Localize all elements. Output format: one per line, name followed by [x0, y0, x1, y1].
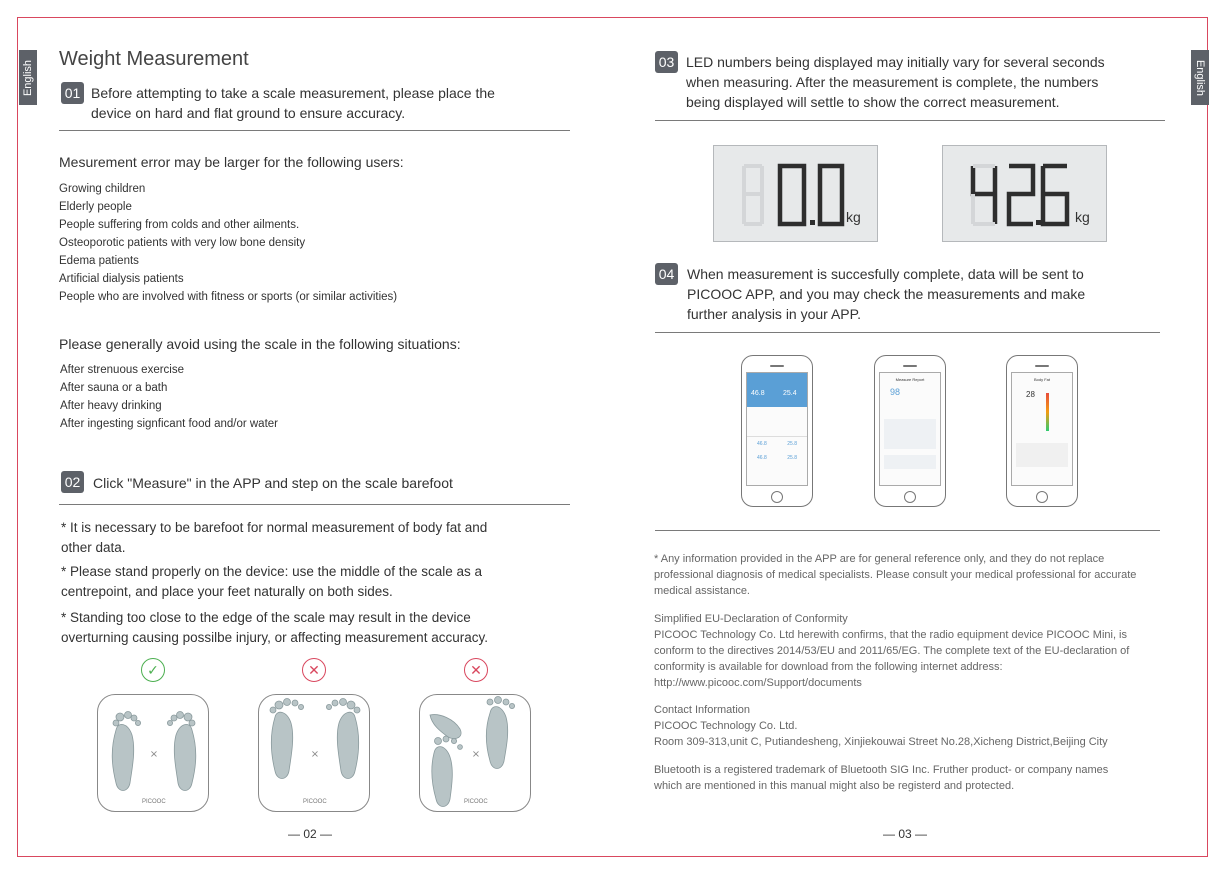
seven-segment-readout: [714, 146, 879, 243]
scale-wrong-stance-top: [258, 694, 370, 812]
scale-wrong-stance-diagonal: [419, 694, 531, 812]
feet-centered-illustration: [98, 695, 210, 813]
step-1-text: Before attempting to take a scale measurement, please place the device on hard and flat ground to ensure accuracy.: [91, 85, 495, 121]
step-number-02: 02: [61, 471, 84, 493]
lcd-display-final: [942, 145, 1107, 242]
list-item: After heavy drinking: [60, 400, 162, 412]
list-item: After ingesting signficant food and/or water: [60, 418, 278, 430]
divider: [655, 530, 1160, 531]
list-item: People who are involved with fitness or sports (or similar activities): [59, 291, 398, 303]
app-header: [747, 373, 807, 407]
page-title: Weight Measurement: [59, 48, 249, 70]
feet-diagonal-illustration: [420, 695, 532, 813]
phone-report-screen: [874, 355, 946, 507]
list-item: People suffering from colds and other ailments.: [59, 219, 300, 231]
list-item: After sauna or a bath: [60, 382, 168, 394]
divider: [59, 130, 570, 131]
page-number-right: — 03 —: [883, 827, 928, 841]
report-title: Measure Report: [895, 377, 925, 382]
stance-note: * Please stand properly on the device: use the middle of the scale as a centrepoint, and place your feet naturally on both sides.: [61, 564, 483, 599]
list-item: Growing children: [59, 183, 146, 195]
list-item: Edema patients: [59, 255, 139, 267]
scale-correct-stance: [97, 694, 209, 812]
wrong-cross-icon: ✕: [464, 658, 488, 682]
eu-declaration: Simplified EU-Declaration of Conformity PICOOC Technology Co. Ltd herewith confirms, that the radio equipment device PICOOC Mini, is conform to the directives 2014/53/EU and 2011/65/EG. The complete text of the EU-declaration of conformity is available for download from the following internet address: http://www.picooc.com/Support/documents: [654, 611, 1162, 691]
list-item: After strenuous exercise: [60, 364, 185, 376]
error-heading: Mesurement error may be larger for the following users:: [59, 154, 404, 170]
divider: [655, 120, 1165, 121]
app-disclaimer: * Any information provided in the APP are for general reference only, and they do not replace professional diagnosis of medical specialists. Please consult your medical professional for accurate medical assistance.: [654, 553, 1137, 597]
step-number-04: 04: [655, 263, 678, 285]
language-tab-left: English: [19, 50, 37, 105]
contact-address: Room 309-313,unit C, Putiandesheng, Xinjiekouwai Street No.28,Xicheng District,Beijing City: [654, 736, 1108, 748]
bluetooth-trademark: Bluetooth is a registered trademark of Bluetooth SIG Inc. Fruther product- or company names which are mentioned in this manual might also be registerd and protected.: [654, 764, 1109, 792]
unit-label: kg: [846, 209, 861, 225]
list-item: Elderly people: [59, 201, 132, 213]
scale-brand: PICOOC: [464, 799, 488, 805]
phone-body-fat-screen: [1006, 355, 1078, 507]
page-number-left: — 02 —: [288, 827, 333, 841]
svg-text:×: ×: [471, 749, 481, 760]
phone-home-screen: [741, 355, 813, 507]
step-4-text: When measurement is succesfully complete, data will be sent to PICOOC APP, and you may check the measurements and make further analysis in your APP.: [687, 266, 1086, 322]
report-score: 98: [890, 387, 901, 397]
history-row: 46.8 25.8: [757, 441, 797, 447]
scale-brand: PICOOC: [142, 799, 166, 805]
language-tab-right: English: [1191, 50, 1209, 105]
scale-brand: PICOOC: [303, 799, 327, 805]
correct-check-icon: ✓: [141, 658, 165, 682]
step-number-03: 03: [655, 51, 678, 73]
list-item: Artificial dialysis patients: [59, 273, 184, 285]
lcd-display-initial: [713, 145, 878, 242]
feet-toes-off-edge-illustration: [259, 695, 371, 813]
body-fat-title: Body Fat: [1033, 377, 1050, 382]
svg-text:×: ×: [149, 749, 159, 760]
seven-segment-readout: [943, 146, 1108, 243]
avoid-heading: Please generally avoid using the scale in the following situations:: [59, 336, 461, 352]
contact-information: [654, 702, 1162, 750]
eu-declaration-title: Simplified EU-Declaration of Conformity: [654, 613, 848, 625]
error-list: [59, 180, 397, 306]
fat-value: 25.4: [783, 390, 797, 397]
svg-text:×: ×: [310, 749, 320, 760]
contact-title: Contact Information: [654, 704, 750, 716]
wrong-cross-icon: ✕: [302, 658, 326, 682]
step-number-01: 01: [61, 82, 84, 104]
avoid-list: [60, 361, 278, 433]
step-2-text: Click "Measure" in the APP and step on the scale barefoot: [93, 475, 453, 491]
documents-link[interactable]: http://www.picooc.com/Support/documents: [654, 677, 862, 689]
body-fat-value: 28: [1026, 390, 1035, 399]
step-3-text: LED numbers being displayed may initially vary for several seconds when measuring. After the measurement is complete, the numbers being displayed will settle to show the correct measurement.: [686, 54, 1105, 110]
edge-warning-note: * Standing too close to the edge of the scale may result in the device overturning causing possilbe injury, or affecting measurement accuracy.: [61, 610, 488, 645]
list-item: Osteoporotic patients with very low bone density: [59, 237, 306, 249]
divider: [59, 504, 570, 505]
unit-label: kg: [1075, 209, 1090, 225]
divider: [655, 332, 1160, 333]
barefoot-note: * It is necessary to be barefoot for normal measurement of body fat and other data.: [61, 520, 488, 555]
contact-company: PICOOC Technology Co. Ltd.: [654, 720, 798, 732]
history-row: 46.8 25.8: [757, 455, 797, 461]
weight-value: 46.8: [751, 390, 765, 397]
